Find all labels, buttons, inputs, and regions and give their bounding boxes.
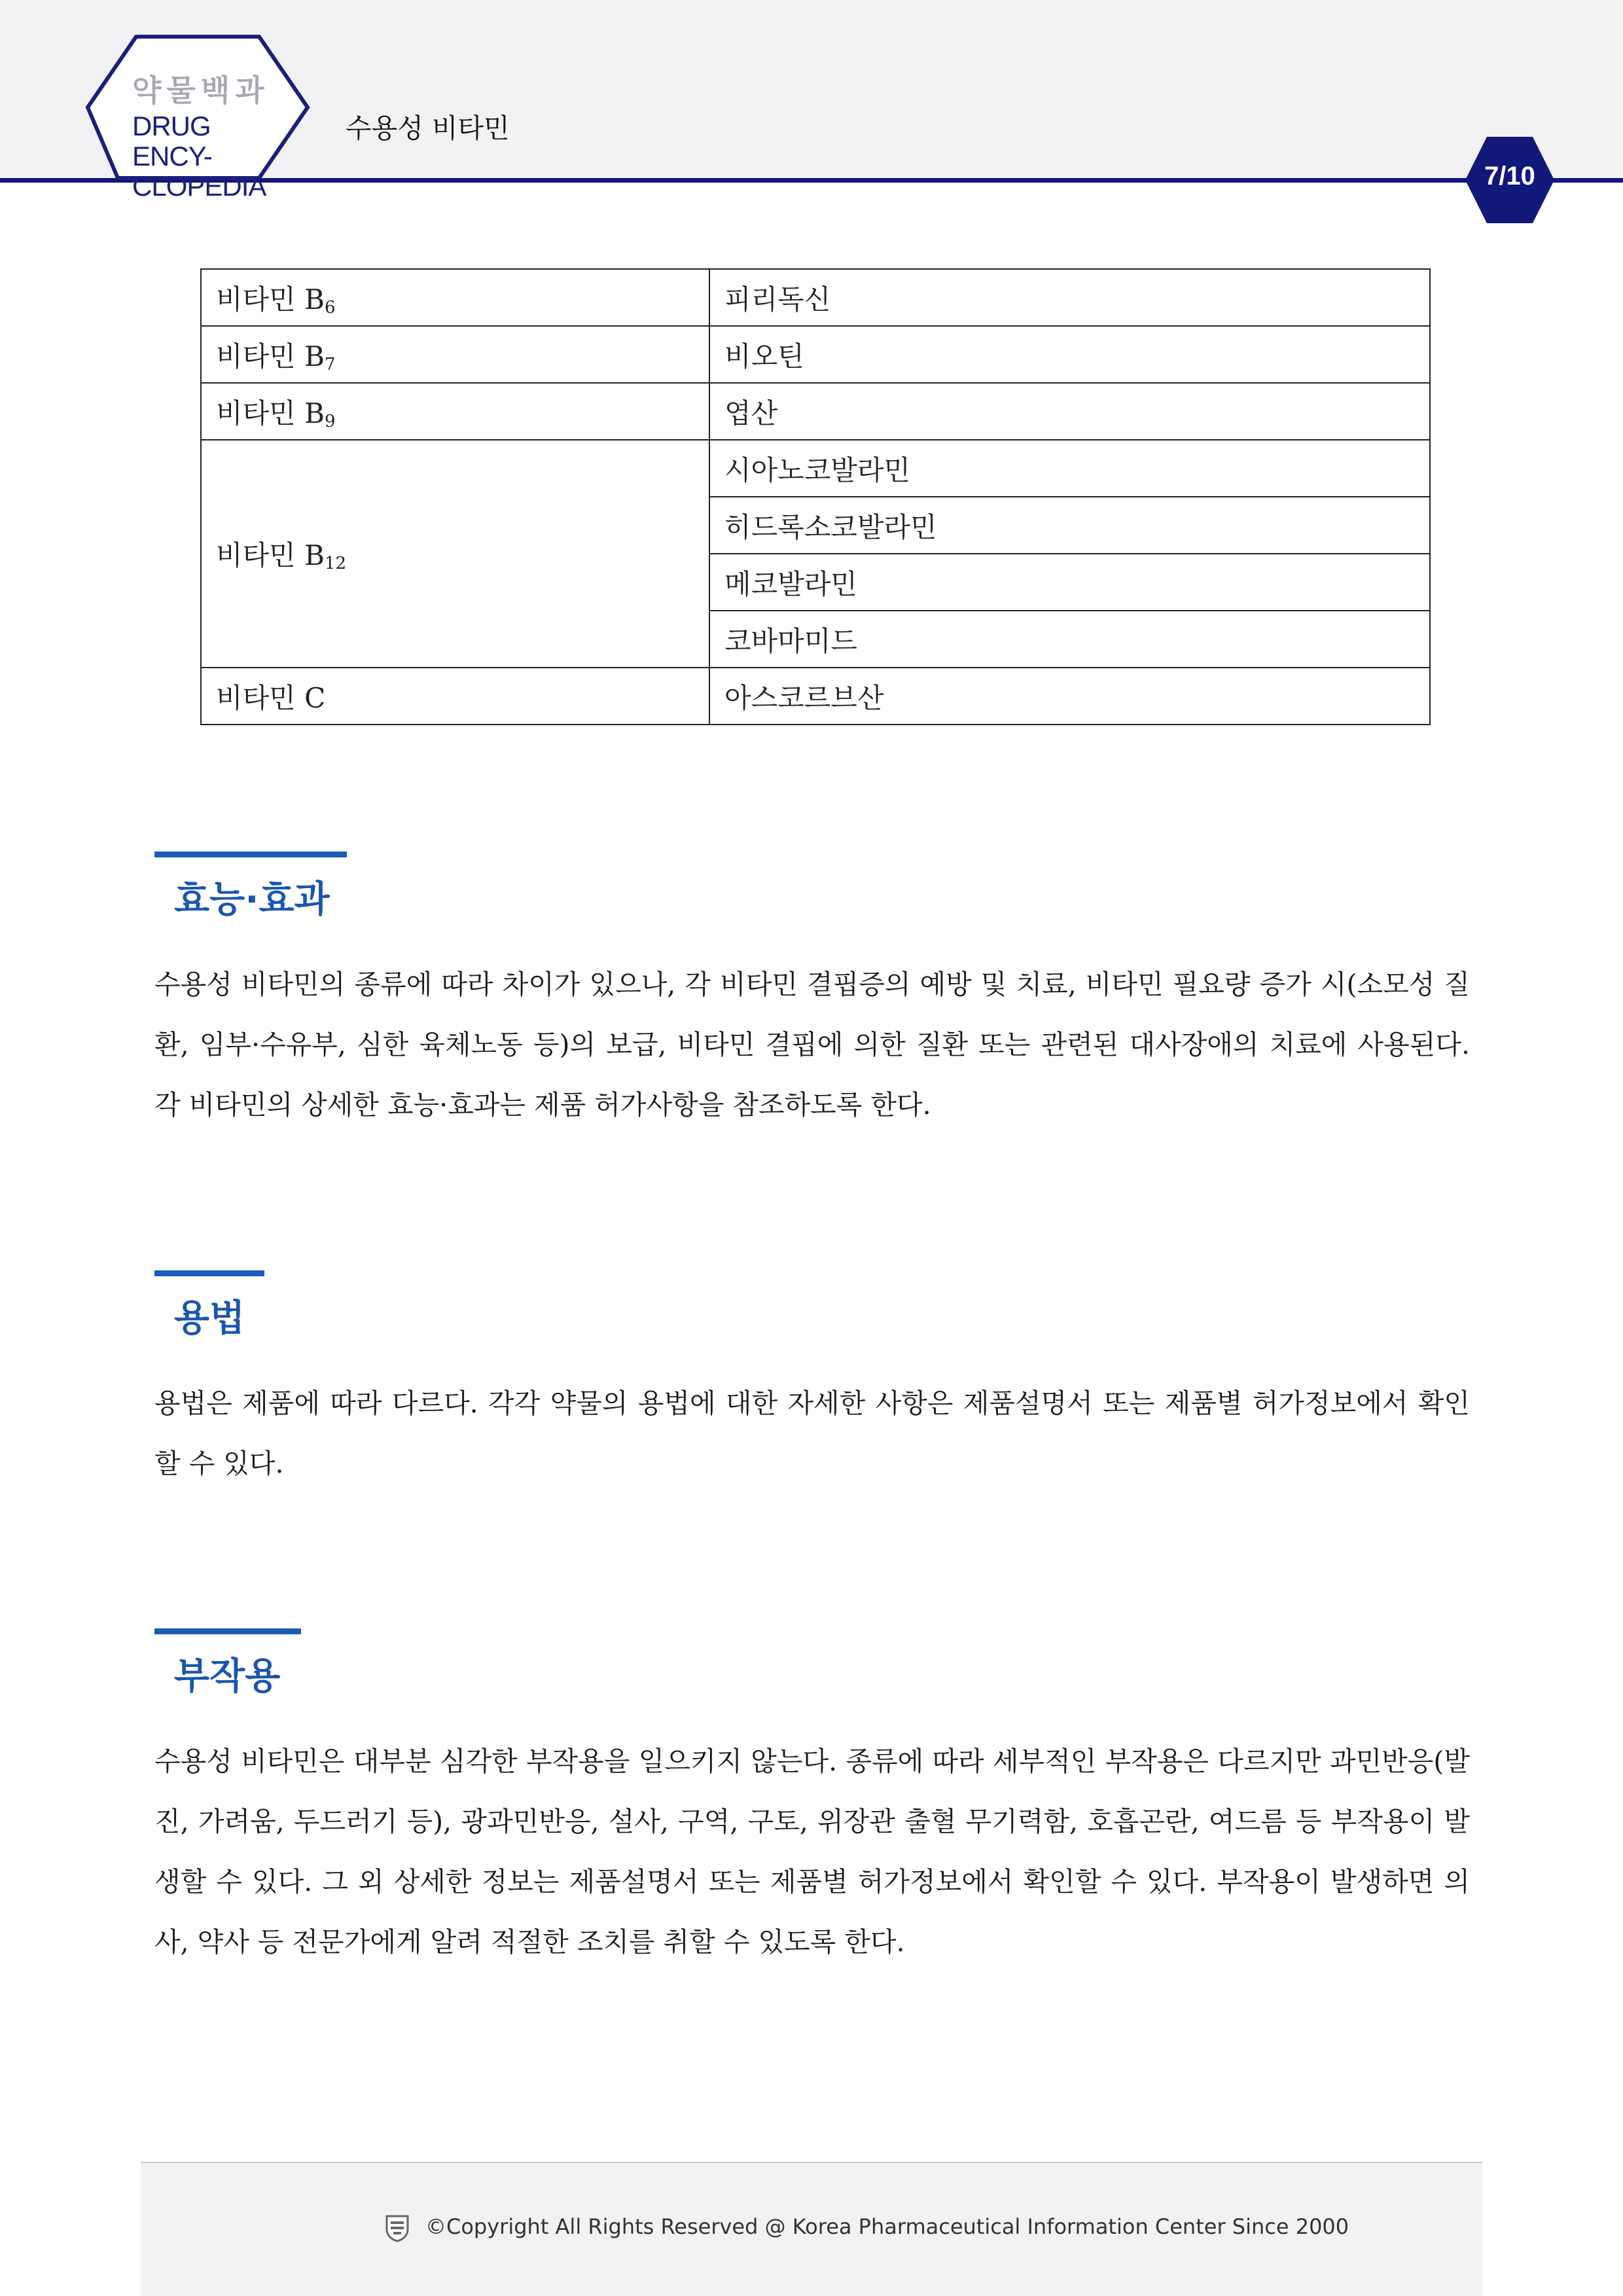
section-body-efficacy: 수용성 비타민의 종류에 따라 차이가 있으나, 각 비타민 결핍증의 예방 및 치료, 비타민 필요량 증가 시(소모성 질환, 임부·수유부, 심한 육체노동 등)의 보급, 비타민 결핍에 의한 질환 또는 관련된 대사장애의 치료에 사용된다. 각 비타민의 상세한 효능·효과는 제품 허가사항을 참조하도록 한다. xyxy=(154,969,1470,1121)
compound-cell: 피리독신 xyxy=(709,269,1430,326)
vitamin-name: 비타민 C xyxy=(216,681,326,714)
logo-english-line2: CLOPEDIA xyxy=(132,171,266,202)
vitamin-cell xyxy=(201,326,709,383)
compound-cell: 히드록소코발라민 xyxy=(709,497,1430,554)
logo-english-text xyxy=(132,111,296,202)
page-number: 7/10 xyxy=(1484,162,1535,190)
compound-cell: 아스코르브산 xyxy=(709,668,1430,725)
vitamin-subscript: 9 xyxy=(324,411,336,431)
vitamin-subscript: 7 xyxy=(324,354,336,374)
section-body-side-effects: 수용성 비타민은 대부분 심각한 부작용을 일으키지 않는다. 종류에 따라 세부적인 부작용은 다르지만 과민반응(발진, 가려움, 두드러기 등), 광과민반응, 설사, 구역, 구토, 위장관 출혈 무기력함, 호흡곤란, 여드름 등 부작용이 발생할 수 있다. 그 외 상세한 정보는 제품설명서 또는 제품별 허가정보에서 확인할 수 있다. 부작용이 발생하면 의사, 약사 등 전문가에게 알려 적절한 조치를 취할 수 있도록 한다. xyxy=(154,1746,1470,1958)
section-accent-bar xyxy=(154,1270,264,1276)
page-indicator-badge xyxy=(1464,134,1556,226)
vitamin-subscript: 6 xyxy=(324,297,336,317)
section-title-side-effects: 부작용 xyxy=(174,1655,281,1698)
table-row xyxy=(201,269,1430,326)
table-row xyxy=(201,668,1430,725)
copyright-text: ©Copyright All Rights Reserved @ Korea Pharmaceutical Information Center Since 2000 xyxy=(425,2214,1349,2239)
vitamin-cell xyxy=(201,383,709,440)
section-title-efficacy: 효능·효과 xyxy=(174,878,330,921)
drug-encyclopedia-logo xyxy=(85,34,311,202)
section-accent-bar xyxy=(154,852,347,857)
section-title-dosage: 용법 xyxy=(174,1297,245,1340)
vitamin-name: 비타민 B xyxy=(216,283,325,315)
vitamin-name: 비타민 B xyxy=(216,340,325,372)
logo-korean-text: 약물백과 xyxy=(132,73,270,108)
compound-cell: 시아노코발라민 xyxy=(709,440,1430,497)
vitamin-cell xyxy=(201,668,709,725)
kpic-emblem-icon xyxy=(384,2214,410,2242)
vitamin-name: 비타민 B xyxy=(216,397,325,429)
compound-cell: 메코발라민 xyxy=(709,554,1430,611)
vitamin-name: 비타민 B xyxy=(216,539,325,571)
table-row xyxy=(201,326,1430,383)
compound-cell: 비오틴 xyxy=(709,326,1430,383)
table-row xyxy=(201,383,1430,440)
vitamin-table xyxy=(200,268,1431,725)
logo-english-line1: DRUG ENCY- xyxy=(132,111,212,171)
compound-cell: 코바마미드 xyxy=(709,611,1430,668)
vitamin-subscript: 12 xyxy=(324,554,347,573)
compound-cell: 엽산 xyxy=(709,383,1430,440)
section-body-dosage: 용법은 제품에 따라 다르다. 각각 약물의 용법에 대한 자세한 사항은 제품설명서 또는 제품별 허가정보에서 확인할 수 있다. xyxy=(154,1388,1470,1479)
vitamin-cell xyxy=(201,269,709,326)
section-accent-bar xyxy=(154,1628,301,1634)
table-row xyxy=(201,440,1430,497)
document-title: 수용성 비타민 xyxy=(346,113,510,144)
vitamin-cell xyxy=(201,440,709,668)
